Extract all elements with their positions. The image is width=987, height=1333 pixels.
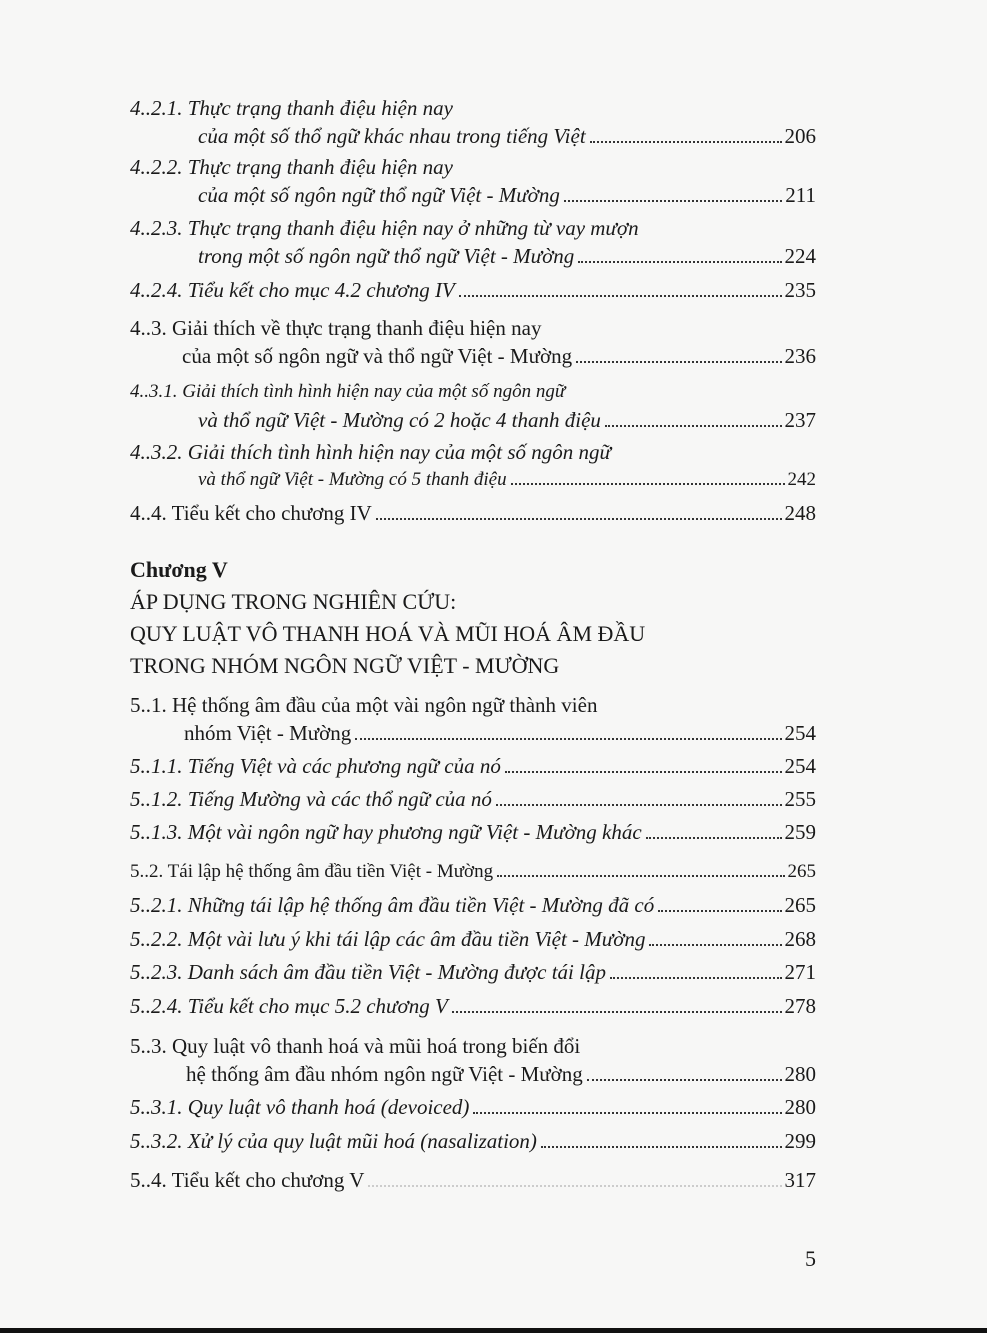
toc-entry-5-2-4 [130, 992, 816, 1020]
toc-entry-line2: của một số thổ ngữ khác nhau trong tiếng Việt [198, 124, 586, 148]
chapter-title-line1: ÁP DỤNG TRONG NGHIÊN CỨU: [130, 589, 457, 614]
toc-entry-line2: trong một số ngôn ngữ thổ ngữ Việt - Mường [198, 244, 575, 268]
toc-entry-title: 5..3.1. Quy luật vô thanh hoá (devoiced) [130, 1095, 470, 1119]
toc-entry-5-2-1 [130, 891, 816, 919]
toc-entry-4-2-4 [130, 276, 816, 304]
toc-entry-title: 5..3.2. Xử lý của quy luật mũi hoá (nasalization) [130, 1129, 537, 1153]
toc-entry-4-2-1 [130, 94, 816, 150]
toc-entry-5-3 [130, 1032, 816, 1088]
toc-entry-5-1 [130, 691, 816, 747]
toc-entry-line1: 4..2.1. Thực trạng thanh điệu hiện nay [130, 96, 453, 120]
page-number: 5 [805, 1246, 816, 1271]
toc-entry-5-3-2 [130, 1127, 816, 1155]
toc-entry-5-4 [130, 1166, 816, 1194]
toc-entry-4-3-1 [130, 378, 816, 434]
chapter-label: Chương V [130, 557, 228, 582]
toc-entry-5-1-3 [130, 818, 816, 846]
toc-page-number: 237 [784, 408, 816, 432]
toc-entry-title: 5..2. Tái lập hệ thống âm đầu tiền Việt - Mường [130, 861, 494, 882]
toc-entry-line2: và thổ ngữ Việt - Mường có 5 thanh điệu [198, 469, 507, 490]
toc-entry-title: 5..2.3. Danh sách âm đầu tiền Việt - Mường được tái lập [130, 960, 606, 984]
toc-page-number: 278 [784, 994, 816, 1018]
toc-entry-4-4 [130, 499, 816, 527]
toc-entry-title: 5..1.1. Tiếng Việt và các phương ngữ của nó [130, 754, 501, 778]
toc-page-number: 259 [784, 820, 816, 844]
toc-entry-5-2-3 [130, 958, 816, 986]
toc-entry-title: 5..2.4. Tiểu kết cho mục 5.2 chương V [130, 994, 448, 1018]
toc-entry-5-3-1 [130, 1093, 816, 1121]
toc-page-number: 317 [784, 1168, 816, 1192]
page-bottom-edge [0, 1328, 987, 1333]
toc-entry-line1: 5..1. Hệ thống âm đầu của một vài ngôn ngữ thành viên [130, 693, 598, 717]
toc-page-number: 255 [784, 787, 816, 811]
toc-page-number: 206 [784, 124, 816, 148]
toc-entry-title: 5..2.1. Những tái lập hệ thống âm đầu tiền Việt - Mường đã có [130, 893, 655, 917]
toc-entry-line2: hệ thống âm đầu nhóm ngôn ngữ Việt - Mường [186, 1062, 583, 1086]
toc-entry-line1: 4..3. Giải thích về thực trạng thanh điệu hiện nay [130, 316, 542, 340]
toc-entry-line1: 5..3. Quy luật vô thanh hoá và mũi hoá trong biến đổi [130, 1034, 581, 1058]
toc-entry-5-1-2 [130, 785, 816, 813]
toc-page-number: 265 [787, 861, 816, 882]
toc-entry-4-2-3 [130, 214, 816, 270]
toc-page-number: 254 [784, 721, 816, 745]
toc-page-number: 265 [784, 893, 816, 917]
toc-page-number: 235 [784, 278, 816, 302]
toc-entry-5-1-1 [130, 752, 816, 780]
toc-page-number: 271 [784, 960, 816, 984]
toc-page-number: 280 [784, 1062, 816, 1086]
toc-page-number: 224 [784, 244, 816, 268]
toc-page-number: 280 [784, 1095, 816, 1119]
toc-entry-line2: và thổ ngữ Việt - Mường có 2 hoặc 4 thanh điệu [198, 408, 601, 432]
toc-entry-line1: 4..3.1. Giải thích tình hình hiện nay của một số ngôn ngữ [130, 381, 566, 402]
toc-page-number: 254 [784, 754, 816, 778]
toc-page-number: 211 [785, 183, 816, 207]
toc-entry-title: 5..4. Tiểu kết cho chương V [130, 1168, 365, 1192]
toc-page-number: 299 [784, 1129, 816, 1153]
toc-entry-line1: 4..2.3. Thực trạng thanh điệu hiện nay ở những từ vay mượn [130, 216, 639, 240]
toc-entry-title: 4..4. Tiểu kết cho chương IV [130, 501, 372, 525]
chapter-title-line3: TRONG NHÓM NGÔN NGỮ VIỆT - MƯỜNG [130, 653, 560, 678]
toc-entry-title: 5..2.2. Một vài lưu ý khi tái lập các âm đầu tiền Việt - Mường [130, 927, 646, 951]
toc-entry-line2: nhóm Việt - Mường [184, 721, 352, 745]
toc-entry-5-2 [130, 858, 816, 886]
toc-page-number: 248 [784, 501, 816, 525]
toc-entry-title: 4..2.4. Tiểu kết cho mục 4.2 chương IV [130, 278, 455, 302]
toc-entry-5-2-2 [130, 925, 816, 953]
toc-page-number: 268 [784, 927, 816, 951]
toc-entry-line2: của một số ngôn ngữ và thổ ngữ Việt - Mường [182, 344, 573, 368]
toc-entry-line2: của một số ngôn ngữ thổ ngữ Việt - Mường [198, 183, 560, 207]
toc-page-number: 236 [784, 344, 816, 368]
chapter-title-line2: QUY LUẬT VÔ THANH HOÁ VÀ MŨI HOÁ ÂM ĐẦU [130, 621, 646, 646]
toc-entry-4-3-2 [130, 438, 816, 494]
toc-entry-4-3 [130, 314, 816, 370]
toc-entry-line1: 4..3.2. Giải thích tình hình hiện nay của một số ngôn ngữ [130, 440, 612, 464]
toc-page-number: 242 [787, 469, 816, 490]
toc-entry-4-2-2 [130, 153, 816, 209]
toc-entry-line1: 4..2.2. Thực trạng thanh điệu hiện nay [130, 155, 453, 179]
toc-entry-title: 5..1.3. Một vài ngôn ngữ hay phương ngữ Việt - Mường khác [130, 820, 642, 844]
toc-entry-title: 5..1.2. Tiếng Mường và các thổ ngữ của nó [130, 787, 492, 811]
